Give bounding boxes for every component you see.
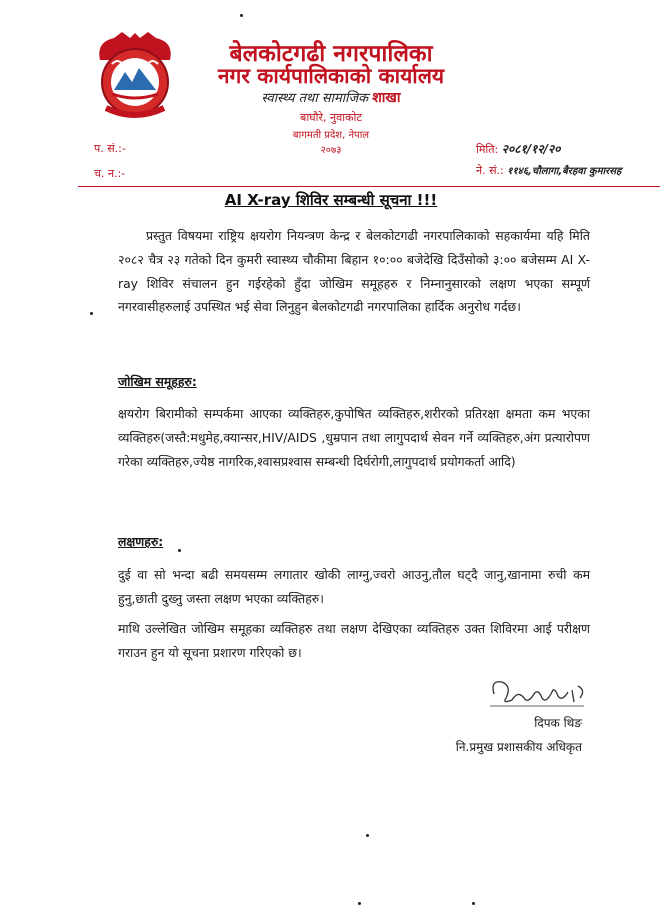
branch-printed: शाखा [372, 90, 401, 106]
date-value: २०८१/१२/२० [501, 142, 561, 156]
scan-speck [472, 902, 475, 905]
symptoms-heading: लक्षणहरु: [118, 534, 164, 549]
signatory-name: दिपक थिङ [534, 716, 582, 730]
office-name: नगर कार्यपालिकाको कार्यालय [217, 64, 445, 88]
notice-subject: AI X-ray शिविर सम्बन्धी सूचना !!! [224, 191, 438, 209]
symptoms-text: दुई वा सो भन्दा बढी समयसम्म लगातार खोकी लाग्नु,ज्वरो आउनु,तौल घट्दै जानु,खानामा रुची कम हुनु,छाती दुख्नु जस्ता लक्षण भएका व्यक्तिहरु। [118, 567, 590, 606]
date-label: मिति: [476, 143, 499, 156]
closing-text: माथि उल्लेखित जोखिम समूहका व्यक्तिहरु तथा लक्षण देखिएका व्यक्तिहरु उक्त शिविरमा आई परीक्षण गराउन हुन यो सूचना प्रशारण गरिएको छ। [118, 621, 590, 660]
ne-label: ने. सं.: [476, 164, 504, 177]
scan-speck [358, 902, 361, 905]
header-divider [78, 186, 660, 187]
patra-sankhya: प. सं.:- [94, 142, 126, 155]
ne-sambat-line [476, 163, 621, 178]
office-province: बागमती प्रदेश, नेपाल [292, 130, 370, 141]
branch-handwritten: स्वास्थ्य तथा सामाजिक [261, 91, 369, 106]
signatory-title: नि.प्रमुख प्रशासकीय अधिकृत [455, 740, 582, 754]
establishment-year: २०७३ [320, 145, 342, 156]
signature-mark [488, 676, 588, 710]
municipality-name: बेलकोटगढी नगरपालिका [229, 41, 433, 67]
date-line [476, 140, 560, 157]
branch-line [0, 88, 662, 107]
scan-speck [366, 834, 369, 837]
risk-groups-heading: जोखिम समूहहरु: [118, 374, 197, 389]
risk-groups-text: क्षयरोग बिरामीको सम्पर्कमा आएका व्यक्तिहरु,कुपोषित व्यक्तिहरु,शरीरको प्रतिरक्षा क्षमता कम भएका व्यक्तिहरु(जस्तै:मधुमेह,क्यान्सर,HIV/AIDS ,धुम्रपान तथा लागुपदार्थ सेवन गर्ने व्यक्तिहरु,अंग प्रत्यारोपण गरेका व्यक्तिहरु,ज्येष्ठ नागरिक,श्वासप्रश्वास सम्बन्धी दिर्घरोगी,लागुपदार्थ प्रयोगकर्ता आदि) [118, 406, 590, 469]
chalani-number: च. न.:- [94, 167, 126, 180]
notice-intro: प्रस्तुत विषयमा राष्ट्रिय क्षयरोग नियन्त्रण केन्द्र र बेलकोटगढी नगरपालिकाको सहकार्यमा यहि मिति २०८२ चैत्र २३ गतेको दिन कुमरी स्वास्थ्य चौकीमा बिहान १०:०० बजेदेखि दिउँसोको ३:०० बजेसम्म AI X-ray शिविर संचालन हुन गईरहेको हुँदा जोखिम समूहहरु र निम्नानुसारको लक्षण भएका सम्पूर्ण नगरवासीहरुलाई उपस्थित भई सेवा लिनुहुन बेलकोटगढी नगरपालिका हार्दिक अनुरोध गर्दछ। [118, 228, 590, 315]
scan-speck [240, 14, 243, 17]
scan-speck [178, 549, 181, 552]
office-location: बाघौरे, नुवाकोट [300, 111, 362, 124]
ne-value: ११४६,चौलागा,बैरहवा कुमारसह [507, 166, 622, 177]
scan-speck [90, 312, 93, 315]
